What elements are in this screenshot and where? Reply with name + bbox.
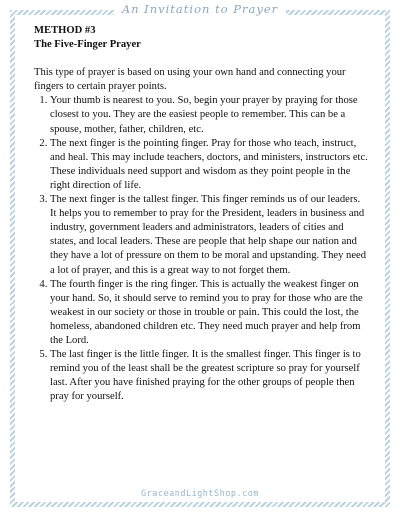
footer-website: GraceandLightShop.com: [141, 489, 259, 499]
list-item-little-finger: 5. The last finger is the little finger. It is the smallest finger. This finger is to remind you of the least shall be the greatest scripture so pray for yourself last. After you have finished praying for the other groups of people then pray for yourself.: [50, 348, 368, 404]
header-title: [0, 2, 400, 16]
list-item-tallest-finger: 3. The next finger is the tallest finger. This finger reminds us of our leaders. It helps you to remember to pray for the President, leaders in business and industry, government leaders and administrators, leaders of cities and states, and local leaders. These are people that help shape our nation and they have a lot of pressure on them to be moral and upstanding. They need a lot of prayer, and this is a great way to not forget them.: [50, 193, 368, 278]
list-item-ring-finger: 4. The fourth finger is the ring finger. This is actually the weakest finger on your hand. So, it should serve to remind you to pray for those who are the weakest in our society or those in trouble or pain. This could the lost, the homeless, abandoned children etc. They need much prayer and help from the Lord.: [50, 278, 368, 348]
document-body: [34, 24, 368, 404]
list-item-pointing-finger: 2. The next finger is the pointing finger. Pray for those who teach, instruct, and heal. This may include teachers, doctors, and ministers, instructors etc. These individuals need support and wisdom as they point people in the right direction of life.: [50, 137, 368, 193]
prayer-title: The Five-Finger Prayer: [34, 39, 141, 51]
intro-paragraph: This type of prayer is based on using your own hand and connecting your fingers to certain prayer points.: [34, 67, 346, 93]
header-title-text: An Invitation to Prayer: [114, 2, 286, 16]
list-item-thumb: 1. Your thumb is nearest to you. So, begin your prayer by praying for those closest to you. They are the easiest people to remember. This can be a spouse, mother, father, children, etc.: [50, 94, 368, 136]
method-heading: METHOD #3: [34, 25, 96, 36]
finger-list: [34, 94, 368, 404]
